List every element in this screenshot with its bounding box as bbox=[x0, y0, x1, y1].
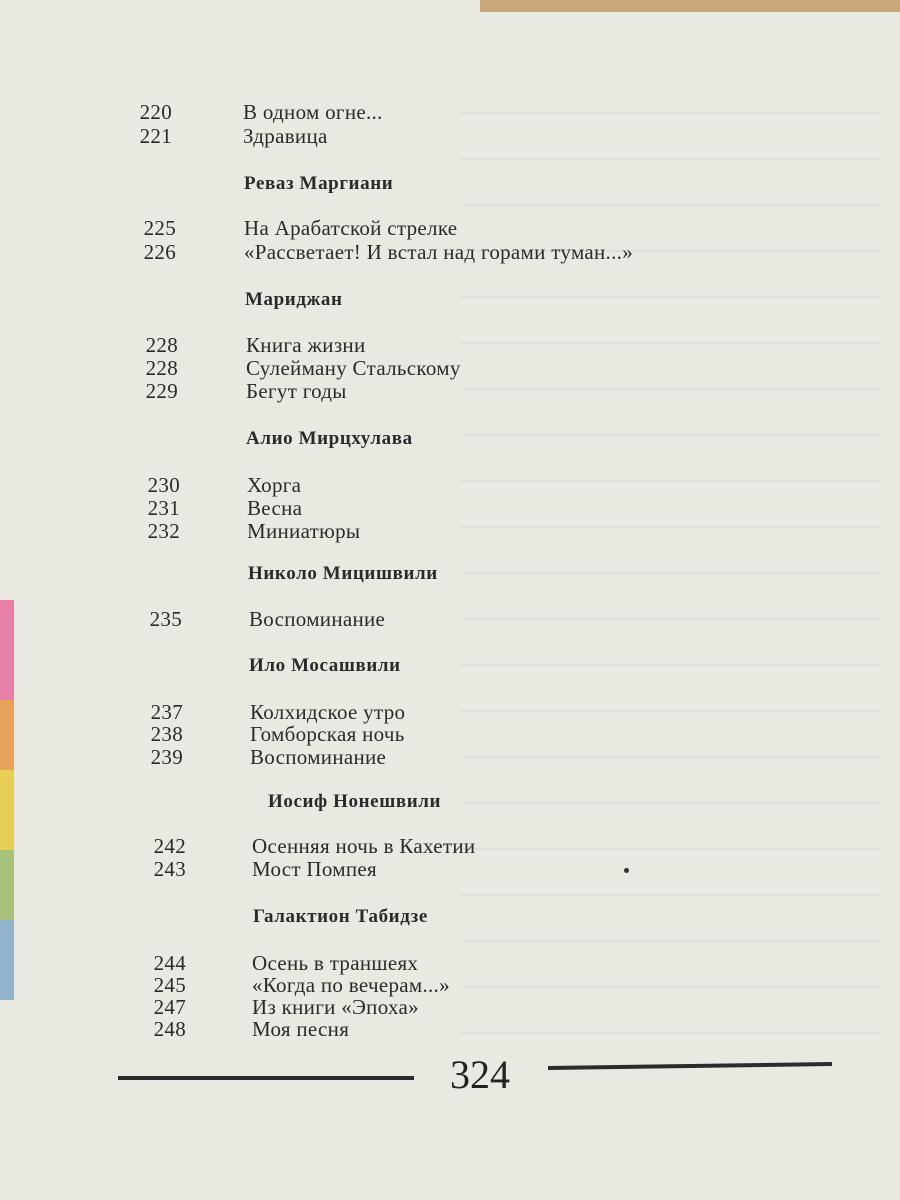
toc-page-number: 238 bbox=[150, 722, 183, 746]
toc-page-number: 230 bbox=[147, 473, 180, 497]
toc-entry bbox=[0, 951, 900, 975]
toc-page-number: 231 bbox=[147, 496, 180, 520]
toc-title: Осенняя ночь в Кахетии bbox=[252, 834, 476, 858]
toc-page-number: 245 bbox=[153, 973, 186, 997]
toc-title: Воспоминание bbox=[250, 745, 387, 769]
toc-page-number: 221 bbox=[139, 124, 172, 148]
toc-entry bbox=[0, 607, 900, 631]
toc-entry bbox=[0, 240, 900, 264]
toc-page-number: 226 bbox=[143, 240, 176, 264]
toc-page-number: 229 bbox=[145, 379, 178, 403]
author-heading: Галактион Табидзе bbox=[253, 906, 428, 927]
toc-page-number: 244 bbox=[153, 951, 186, 975]
toc-title: Сулейману Стальскому bbox=[246, 356, 461, 380]
toc-entry bbox=[0, 1017, 900, 1041]
toc-title: Колхидское утро bbox=[250, 700, 406, 724]
toc-entry bbox=[0, 379, 900, 403]
toc-entry bbox=[0, 124, 900, 148]
toc-page-number: 232 bbox=[147, 519, 180, 543]
toc-page-number: 247 bbox=[153, 995, 186, 1019]
toc-entry bbox=[0, 700, 900, 724]
toc-page-number: 237 bbox=[150, 700, 183, 724]
toc-title: Бегут годы bbox=[246, 379, 347, 403]
toc-entry bbox=[0, 745, 900, 769]
toc-entry bbox=[0, 333, 900, 357]
toc-title: Здравица bbox=[243, 124, 328, 148]
toc-page-number: 228 bbox=[145, 333, 178, 357]
toc-entry bbox=[0, 519, 900, 543]
toc-page-number: 239 bbox=[150, 745, 183, 769]
toc-entry bbox=[0, 496, 900, 520]
toc-title: В одном огне... bbox=[243, 100, 383, 124]
toc-page-number: 248 bbox=[153, 1017, 186, 1041]
toc-entry bbox=[0, 973, 900, 997]
toc-entry bbox=[0, 857, 900, 881]
toc-entry bbox=[0, 995, 900, 1019]
author-heading: Ило Мосашвили bbox=[249, 655, 401, 676]
toc-entry bbox=[0, 216, 900, 240]
toc-title: На Арабатской стрелке bbox=[244, 216, 458, 240]
toc-title: Хорга bbox=[247, 473, 302, 497]
page-number: 324 bbox=[450, 1052, 510, 1097]
toc-entry bbox=[0, 722, 900, 746]
toc-title: Мост Помпея bbox=[252, 857, 377, 881]
toc-title: Из книги «Эпоха» bbox=[252, 995, 419, 1019]
author-heading: Алио Мирцхулава bbox=[246, 428, 413, 449]
toc-page-number: 243 bbox=[153, 857, 186, 881]
author-heading: Реваз Маргиани bbox=[244, 173, 394, 194]
footer-rule-left bbox=[118, 1076, 414, 1080]
toc-title: «Когда по вечерам...» bbox=[252, 973, 450, 997]
toc-title: «Рассветает! И встал над горами туман...» bbox=[244, 240, 634, 264]
toc-page-number: 225 bbox=[143, 216, 176, 240]
toc-entry bbox=[0, 834, 900, 858]
toc-page-number: 228 bbox=[145, 356, 178, 380]
toc-page-number: 235 bbox=[149, 607, 182, 631]
toc-title: Миниатюры bbox=[247, 519, 361, 543]
toc-title: Осень в траншеях bbox=[252, 951, 419, 975]
page-edge-top bbox=[480, 0, 900, 12]
author-heading: Мариджан bbox=[245, 289, 343, 310]
toc-title: Весна bbox=[247, 496, 303, 520]
toc-page-number: 220 bbox=[139, 100, 172, 124]
toc-title: Гомборская ночь bbox=[250, 722, 405, 746]
author-heading: Иосиф Нонешвили bbox=[268, 791, 442, 812]
toc-entry bbox=[0, 356, 900, 380]
author-heading: Николо Мицишвили bbox=[248, 563, 438, 584]
toc-entry bbox=[0, 473, 900, 497]
toc-page-number: 242 bbox=[153, 834, 186, 858]
ink-speck bbox=[624, 868, 629, 873]
toc-title: Книга жизни bbox=[246, 333, 366, 357]
toc-title: Моя песня bbox=[252, 1017, 350, 1041]
toc-title: Воспоминание bbox=[249, 607, 386, 631]
toc-entry bbox=[0, 100, 900, 124]
